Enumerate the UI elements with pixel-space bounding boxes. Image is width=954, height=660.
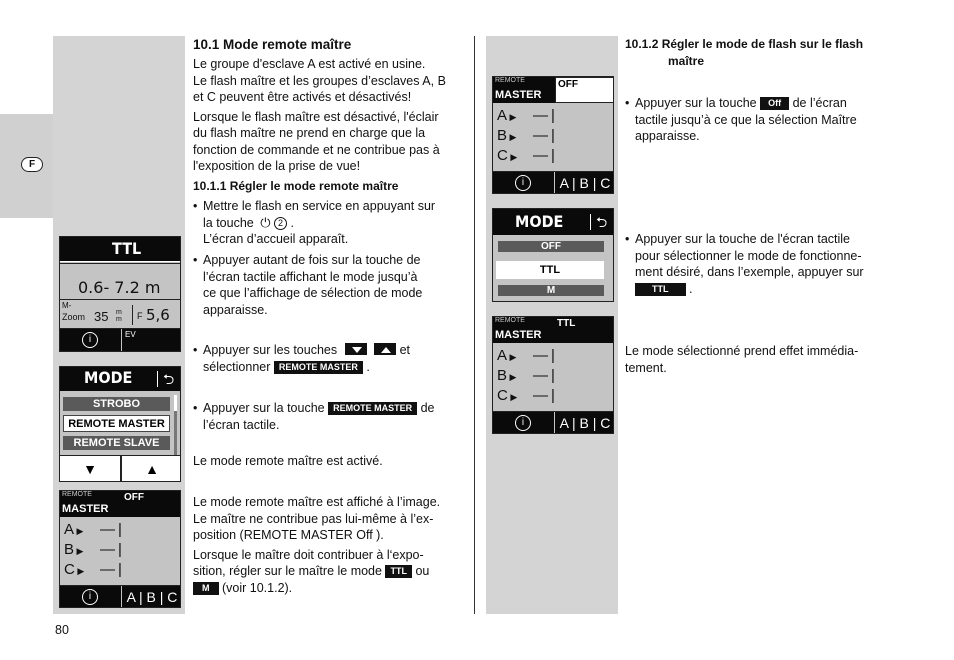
group-row-c[interactable]: C ▶ — | (64, 561, 122, 578)
home-mode-label: TTL (112, 239, 142, 258)
home-f-value: 5,6 (146, 306, 170, 324)
intro-paragraph: Le groupe d'esclave A est activé en usine. Le flash maître et les groupes d’esclaves A, B et C peuvent être activés et désactivés! Lorsque le flash maître est désactivé, l'éclair du flash maître ne prend en charge que la fonction de commande et ne contribue pas à l'exposition de la prise de vue! (193, 57, 446, 173)
option-m[interactable]: M (498, 285, 604, 296)
group-list (60, 517, 122, 585)
mode-select-title: MODE (84, 368, 133, 387)
master-status-selected[interactable] (555, 77, 614, 103)
remote-label: REMOTE (62, 491, 92, 498)
back-icon[interactable]: ⮌ (163, 371, 175, 387)
option-ttl[interactable]: TTL (496, 261, 604, 279)
mode-list-header (493, 209, 613, 235)
info-icon: i (515, 175, 531, 191)
option-strobo[interactable]: STROBO (63, 397, 170, 411)
group-row-b[interactable]: B ▶ — | (497, 367, 555, 384)
remote-master-header (493, 77, 555, 103)
screen-remote-ttl (492, 316, 614, 434)
screen-remote-off-right (492, 76, 614, 194)
side-tab-label: F (21, 157, 43, 172)
remote-master-chip: REMOTE MASTER (274, 361, 363, 374)
master-status-value: OFF (558, 79, 578, 90)
mode-list-title: MODE (515, 212, 564, 231)
option-off[interactable]: OFF (498, 241, 604, 252)
master-label: MASTER (495, 329, 542, 341)
remote-master-chip: REMOTE MASTER (328, 402, 417, 415)
group-row-b[interactable]: B ▶ — | (497, 127, 555, 144)
remote-label: REMOTE (495, 317, 525, 324)
option-remote-master[interactable]: REMOTE MASTER (63, 415, 170, 432)
column-divider (474, 36, 475, 614)
master-status[interactable] (555, 317, 614, 343)
m-chip: M (193, 582, 219, 595)
home-mm-top: m (116, 309, 122, 316)
home-m-label: M- (62, 301, 72, 310)
group-row-a[interactable]: A ▶ — | (497, 347, 555, 364)
remote-master-header (60, 491, 122, 517)
home-f-label: F (137, 311, 143, 321)
abc-button[interactable]: A | B | C (122, 586, 181, 608)
home-mm-bottom: m (116, 316, 122, 323)
master-status[interactable] (122, 491, 181, 517)
master-label: MASTER (62, 503, 109, 515)
info-icon: i (82, 332, 98, 348)
abc-button[interactable]: A | B | C (555, 412, 614, 434)
home-info-button[interactable] (60, 329, 121, 352)
info-icon: i (82, 589, 98, 605)
group-row-c[interactable]: C ▶ — | (497, 387, 555, 404)
page-number: 80 (55, 623, 69, 637)
final-paragraph: Le mode remote maître est affiché à l’image. Le maître ne contribue pas lui-même à l’ex- position (REMOTE MASTER Off ). Lorsque le maître doit contribuer à l‘expo- sition, régler sur le maître le mode TTL ou M (voir 10.1.2). (193, 495, 441, 595)
home-zoom-label: Zoom (62, 312, 86, 322)
master-status-value: TTL (557, 318, 576, 329)
master-status-value: OFF (124, 492, 144, 503)
subsection-title-1012: 10.1.2 Régler le mode de flash sur le flash maître (625, 37, 864, 68)
home-distance: 0.6- 7.2 m (78, 278, 161, 297)
section-title: 10.1 Mode remote maître (193, 37, 352, 52)
info-icon: i (515, 415, 531, 431)
master-label: MASTER (495, 89, 542, 101)
group-list (493, 103, 555, 171)
group-row-b[interactable]: B ▶ — | (64, 541, 122, 558)
mode-select-header (60, 367, 180, 391)
home-zoom-value: 35 (94, 309, 109, 324)
activated-note: Le mode remote maître est activé. (193, 454, 383, 468)
screen-home (59, 236, 181, 352)
back-icon[interactable]: ⮌ (596, 214, 608, 230)
group-row-a[interactable]: A ▶ — | (64, 521, 122, 538)
ttl-chip: TTL (635, 283, 686, 296)
screen-mode-list (492, 208, 614, 302)
result-note: Le mode sélectionné prend effet immédia- tement. (625, 344, 859, 375)
screen-mode-select (59, 366, 181, 482)
off-chip: Off (760, 97, 789, 110)
group-list (493, 343, 555, 411)
number-2-icon: 2 (274, 217, 287, 230)
home-ev-label: EV (125, 330, 136, 339)
up-button[interactable]: ▲ (122, 456, 181, 482)
home-header (60, 237, 180, 261)
ttl-chip: TTL (385, 565, 412, 578)
info-button[interactable] (493, 172, 554, 194)
group-row-a[interactable]: A ▶ — | (497, 107, 555, 124)
scrollbar[interactable] (174, 395, 177, 457)
up-key-chip (374, 343, 396, 355)
remote-label: REMOTE (495, 77, 525, 84)
subsection-title-1011: 10.1.1 Régler le mode remote maître (193, 179, 399, 193)
info-button[interactable] (493, 412, 554, 434)
down-button[interactable]: ▼ (60, 456, 120, 482)
screen-remote-off (59, 490, 181, 608)
home-ev-button[interactable] (122, 329, 181, 352)
info-button[interactable] (60, 586, 121, 608)
down-key-chip (345, 343, 367, 355)
power-icon: ⏻ (260, 214, 271, 230)
group-row-c[interactable]: C ▶ — | (497, 147, 555, 164)
remote-master-header (493, 317, 555, 343)
abc-button[interactable]: A | B | C (555, 172, 614, 194)
option-remote-slave[interactable]: REMOTE SLAVE (63, 436, 170, 450)
